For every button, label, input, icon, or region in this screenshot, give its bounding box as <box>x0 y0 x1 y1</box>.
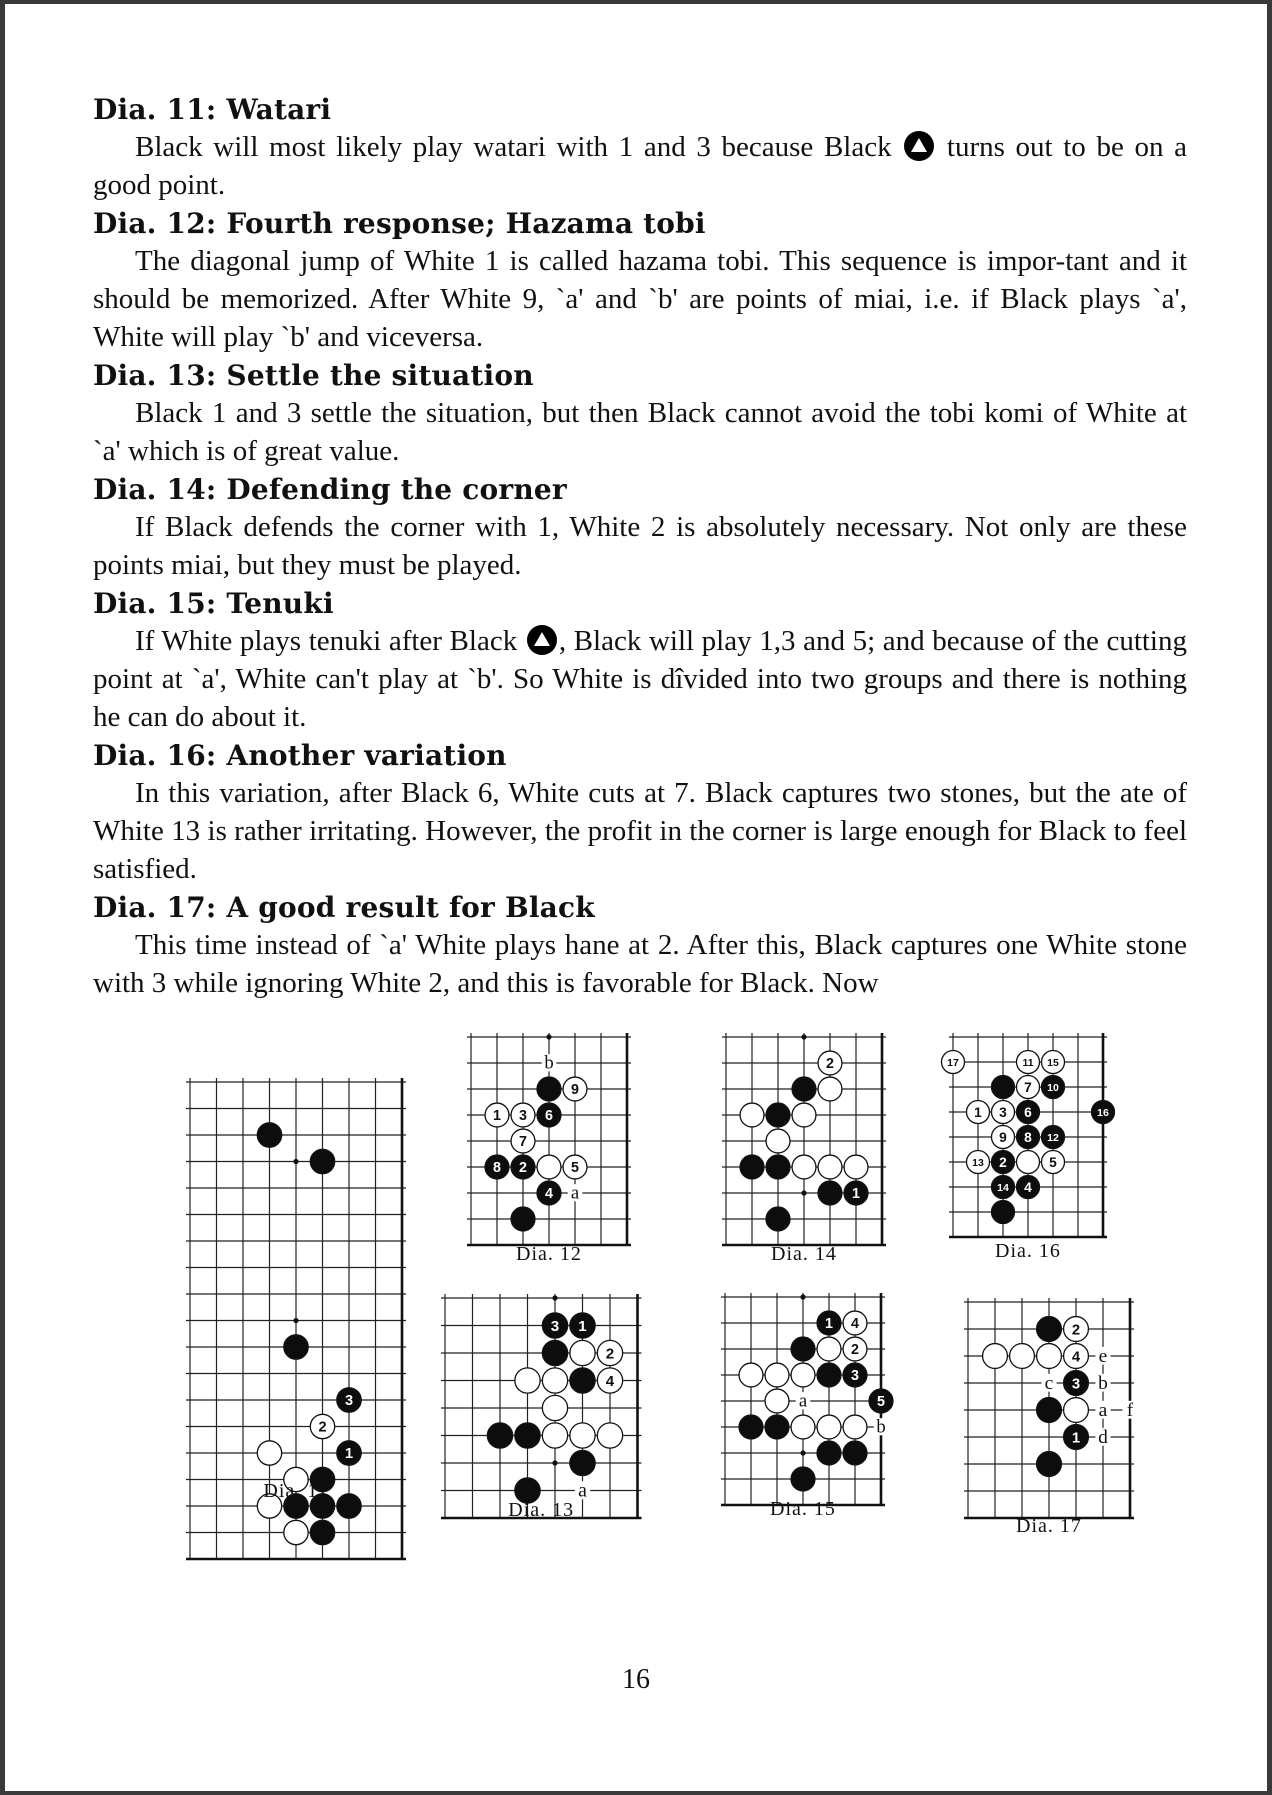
white-stone <box>515 1368 540 1393</box>
diagram-caption: Dia. 14 <box>771 1243 837 1265</box>
white-stone <box>740 1103 764 1127</box>
section-title-dia-15: Dia. 15: Tenuki <box>93 587 334 620</box>
book-page <box>5 4 1267 1791</box>
white-stone <box>817 1415 841 1439</box>
black-stone <box>1037 1452 1062 1477</box>
move-number: 2 <box>851 1342 859 1359</box>
move-number: 9 <box>571 1082 579 1099</box>
white-stone <box>542 1395 567 1420</box>
diagram-caption: Dia. 16 <box>995 1240 1061 1262</box>
white-stone <box>542 1423 567 1448</box>
white-stone <box>983 1344 1008 1369</box>
move-number: 1 <box>1071 1430 1081 1447</box>
move-number: 7 <box>519 1134 527 1151</box>
move-number: 13 <box>972 1156 984 1169</box>
section-title-dia-12: Dia. 12: Fourth response; Hazama tobi <box>93 207 706 240</box>
point-label: f <box>1126 1399 1134 1421</box>
move-number: 10 <box>1047 1081 1059 1094</box>
move-number: 6 <box>1024 1104 1032 1120</box>
white-stone <box>765 1363 789 1387</box>
white-stone <box>1017 1151 1040 1174</box>
white-stone <box>818 1077 842 1101</box>
white-stone <box>765 1389 789 1413</box>
white-stone <box>1037 1344 1062 1369</box>
move-number: 1 <box>493 1108 501 1125</box>
move-number: 15 <box>1047 1056 1059 1069</box>
black-stone <box>843 1441 867 1465</box>
move-number: 11 <box>1022 1056 1034 1069</box>
diagram-caption: Dia. 13 <box>508 1499 575 1521</box>
white-stone <box>844 1155 868 1179</box>
board-2 <box>467 1033 631 1265</box>
move-number: 2 <box>318 1419 327 1436</box>
move-number: 4 <box>1024 1179 1032 1195</box>
move-number: 14 <box>997 1181 1009 1194</box>
black-stone <box>766 1207 790 1231</box>
black-stone <box>791 1467 815 1491</box>
move-number: 9 <box>999 1129 1007 1145</box>
board-5 <box>441 1294 642 1521</box>
move-number: 4 <box>545 1186 553 1203</box>
hoshi-point <box>293 1318 298 1323</box>
hoshi-point <box>293 1159 298 1164</box>
black-stone <box>792 1077 816 1101</box>
move-number: 3 <box>344 1393 354 1410</box>
board-3 <box>722 1033 886 1265</box>
black-stone <box>791 1337 815 1361</box>
white-stone <box>570 1423 595 1448</box>
black-stone <box>284 1335 308 1359</box>
black-stone <box>1037 1317 1062 1342</box>
move-number: 17 <box>947 1056 959 1069</box>
white-stone <box>792 1103 816 1127</box>
move-number: 2 <box>826 1056 834 1073</box>
move-number: 5 <box>571 1160 579 1177</box>
black-stone <box>992 1201 1015 1224</box>
point-label: b <box>1098 1372 1108 1394</box>
point-label: a <box>578 1479 587 1502</box>
point-label: b <box>876 1416 886 1438</box>
move-number: 4 <box>851 1316 859 1333</box>
move-number: 7 <box>1024 1079 1032 1095</box>
section-body-dia-17: This time instead of `a' White plays hane at 2. After this, Black captures one White stone with 3 while ignoring White 2, and this is favorable for Black. Now <box>93 929 1187 999</box>
board-6 <box>721 1293 893 1520</box>
hoshi-point <box>552 1295 557 1300</box>
hoshi-point <box>546 1034 551 1039</box>
point-label: b <box>544 1052 554 1074</box>
diagram-caption: Dia. 11 <box>263 1480 329 1502</box>
section-body-dia-12: The diagonal jump of White 1 is called hazama tobi. This sequence is impor-tant and it should be memorized. After White 9, `a' and `b' are points of miai, i.e. if Black plays `a', White will play `b' and viceversa. <box>93 245 1187 353</box>
move-number: 4 <box>1071 1349 1081 1366</box>
white-stone <box>1010 1344 1035 1369</box>
move-number: 3 <box>519 1108 527 1125</box>
black-stone <box>817 1441 841 1465</box>
white-stone <box>792 1155 816 1179</box>
black-stone <box>310 1149 334 1173</box>
white-stone <box>818 1155 842 1179</box>
white-stone <box>597 1423 622 1448</box>
board-1 <box>186 1078 406 1559</box>
move-number: 2 <box>519 1160 527 1177</box>
white-stone <box>843 1415 867 1439</box>
white-stone <box>542 1368 567 1393</box>
board-7 <box>964 1298 1138 1537</box>
move-number: 8 <box>1024 1129 1032 1145</box>
move-number: 1 <box>825 1316 833 1333</box>
white-stone <box>537 1155 561 1179</box>
point-label: d <box>1098 1426 1108 1448</box>
white-stone <box>766 1129 790 1153</box>
black-stone <box>817 1363 841 1387</box>
diagram-caption: Dia. 12 <box>516 1243 582 1265</box>
move-number: 3 <box>999 1104 1007 1120</box>
white-stone <box>570 1340 595 1365</box>
white-stone <box>1064 1398 1089 1423</box>
section-body-dia-16: In this variation, after Black 6, White cuts at 7. Black captures two stones, but the ate of White 13 is rather irritating. However, the profit in the corner is large enough for Black to feel satisfied. <box>93 777 1187 885</box>
diagram-caption: Dia. 17 <box>1016 1515 1082 1537</box>
point-label: a <box>798 1390 808 1412</box>
hoshi-point <box>800 1294 805 1299</box>
move-number: 8 <box>493 1160 501 1177</box>
black-stone <box>740 1155 764 1179</box>
black-stone <box>257 1123 281 1147</box>
move-number: 12 <box>1047 1131 1059 1144</box>
black-stone <box>766 1103 790 1127</box>
hoshi-point <box>801 1190 806 1195</box>
black-stone <box>310 1520 334 1544</box>
white-stone <box>791 1415 815 1439</box>
point-label: e <box>1098 1345 1108 1367</box>
hoshi-point <box>800 1450 805 1455</box>
point-label: a <box>570 1182 580 1204</box>
move-number: 1 <box>852 1186 860 1203</box>
black-stone <box>337 1494 361 1518</box>
move-number: 3 <box>550 1317 560 1335</box>
black-stone <box>739 1415 763 1439</box>
white-stone <box>257 1441 281 1465</box>
black-stone <box>537 1077 561 1101</box>
page-number: 16 <box>622 1664 650 1695</box>
black-stone <box>542 1340 567 1365</box>
white-stone <box>739 1363 763 1387</box>
move-number: 6 <box>545 1108 553 1125</box>
black-stone <box>992 1076 1015 1099</box>
section-title-dia-13: Dia. 13: Settle the situation <box>93 359 534 392</box>
black-stone <box>570 1450 595 1475</box>
section-title-dia-16: Dia. 16: Another variation <box>93 739 507 772</box>
move-number: 2 <box>605 1345 615 1363</box>
hoshi-point <box>801 1034 806 1039</box>
move-number: 16 <box>1097 1106 1109 1119</box>
section-body-dia-13: Black 1 and 3 settle the situation, but then Black cannot avoid the tobi komi of White at `a' which is of great value. <box>93 397 1187 467</box>
black-stone <box>765 1415 789 1439</box>
move-number: 2 <box>999 1154 1007 1170</box>
section-title-dia-14: Dia. 14: Defending the corner <box>93 473 567 506</box>
black-stone <box>515 1423 540 1448</box>
move-number: 1 <box>344 1446 354 1463</box>
section-title-dia-11: Dia. 11: Watari <box>93 93 332 126</box>
move-number: 4 <box>605 1372 615 1390</box>
board-4 <box>942 1033 1115 1262</box>
move-number: 5 <box>877 1394 885 1411</box>
hoshi-point <box>552 1460 557 1465</box>
white-stone <box>817 1337 841 1361</box>
point-label: c <box>1044 1372 1054 1394</box>
black-stone <box>1037 1398 1062 1423</box>
black-stone <box>818 1181 842 1205</box>
black-stone <box>766 1155 790 1179</box>
section-body-dia-14: If Black defends the corner with 1, White 2 is absolutely necessary. Not only are these points miai, but they must be played. <box>93 511 1187 581</box>
point-label: a <box>1098 1399 1108 1421</box>
diagram-caption: Dia. 15 <box>770 1498 836 1520</box>
section-body-dia-15: If White plays tenuki after Black , Black will play 1,3 and 5; and because of the cutting point at `a', White can't play at `b'. So White is dîvided into two groups and there is nothing he can do about it. <box>93 625 1187 733</box>
white-stone <box>791 1363 815 1387</box>
black-stone <box>511 1207 535 1231</box>
section-title-dia-17: Dia. 17: A good result for Black <box>93 891 595 924</box>
go-diagrams <box>5 4 1267 1791</box>
move-number: 3 <box>1071 1376 1081 1393</box>
section-body-dia-11: Black will most likely play watari with 1 and 3 because Black turns out to be on a good point. <box>93 131 1187 201</box>
black-stone <box>487 1423 512 1448</box>
move-number: 2 <box>1071 1322 1081 1339</box>
move-number: 1 <box>578 1317 587 1335</box>
move-number: 5 <box>1049 1154 1057 1170</box>
move-number: 1 <box>974 1104 982 1120</box>
move-number: 3 <box>851 1368 859 1385</box>
white-stone <box>284 1520 308 1544</box>
black-stone <box>570 1368 595 1393</box>
